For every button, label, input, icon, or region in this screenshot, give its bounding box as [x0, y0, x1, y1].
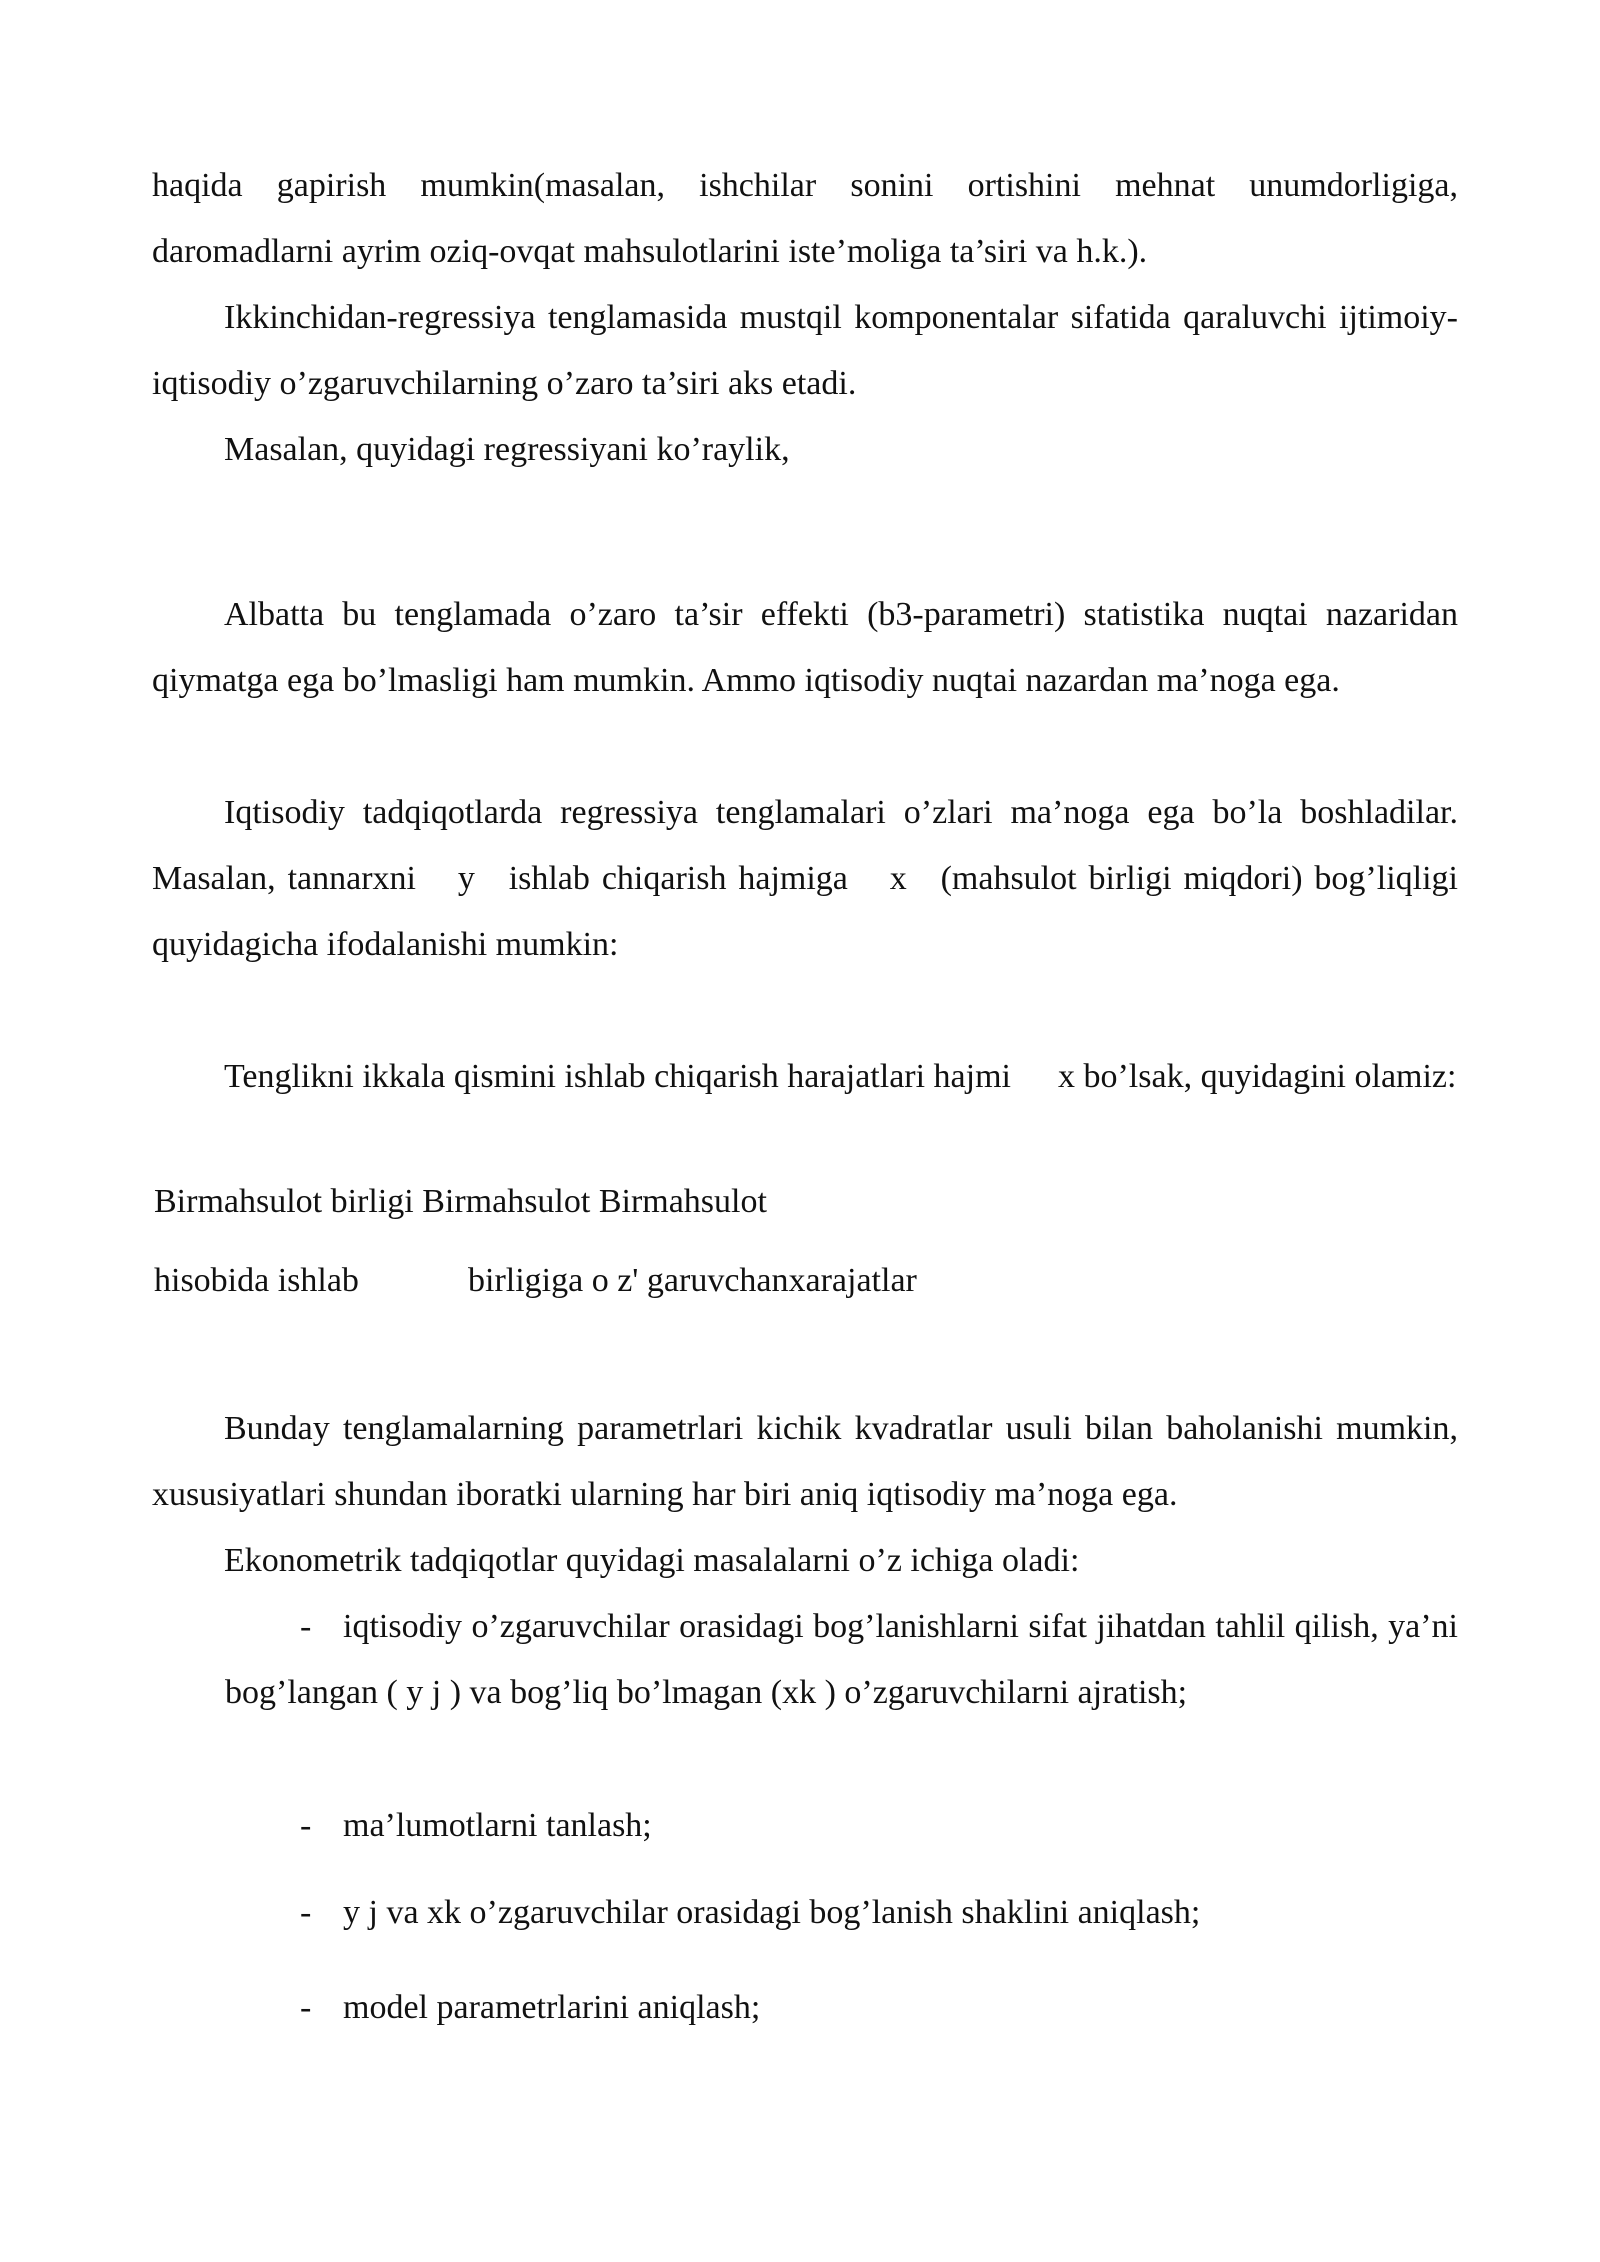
list-item-text: iqtisodiy o’zgaruvchilar orasidagi bog’lanishlarni sifat jihatdan tahlil qilish, ya’ni bog’langan ( y j ) va bog’liq bo’lmagan (xk ) o’zgaruvchilarni ajratish; [225, 1608, 1458, 1711]
paragraph-text: bo’lsak, quyidagini olamiz: [1083, 1058, 1457, 1095]
paragraph-example-intro: Masalan, quyidagi regressiyani ko’raylik, [224, 431, 790, 468]
list-item-text: ma’lumotlarni tanlash; [343, 1807, 652, 1844]
list-dash: - [300, 1894, 312, 1931]
paragraph-divide-both-sides [152, 1044, 1458, 1110]
formula-text-line-2b: birligiga o z' garuvchanxarajatlar [468, 1262, 917, 1299]
list-item-text: y j va xk o’zgaruvchilar orasidagi bog’lanish shaklini aniqlash; [343, 1894, 1201, 1931]
formula-text-line-2a: hisobida ishlab [154, 1262, 359, 1299]
paragraph-interaction-effect: Albatta bu tenglamada o’zaro ta’sir effekti (b3-parametri) statistika nuqtai nazaridan qiymatga ega bo’lmasligi ham mumkin. Ammo iqtisodiy nuqtai nazardan ma’noga ega. [152, 596, 1458, 699]
paragraph-tasks-intro: Ekonometrik tadqiqotlar quyidagi masalalarni o’z ichiga oladi: [224, 1542, 1080, 1579]
paragraph-text: Iqtisodiy tadqiqotlarda regressiya tenglamalari o’zlari ma’noga ega bo’la boshladilar. Masalan, tannarxni [152, 794, 1458, 897]
paragraph-cost-dependence [152, 780, 1458, 978]
paragraph-text: ishlab chiqarish hajmiga [508, 860, 848, 897]
paragraph-least-squares: Bunday tenglamalarning parametrlari kichik kvadratlar usuli bilan baholanishi mumkin, xususiyatlari shundan iboratki ularning har biri aniq iqtisodiy ma’noga ega. [152, 1410, 1458, 1513]
paragraph-second-point: Ikkinchidan-regressiya tenglamasida mustqil komponentalar sifatida qaraluvchi ijtimoiy-iqtisodiy o’zgaruvchilarning o’zaro ta’siri aks etadi. [152, 299, 1458, 402]
list-dash: - [300, 1807, 312, 1844]
list-item-text: model parametrlarini aniqlash; [343, 1989, 761, 2026]
paragraph-continuation: haqida gapirish mumkin(masalan, ishchilar sonini ortishini mehnat unumdorligiga, daromadlarni ayrim oziq-ovqat mahsulotlarini iste’moliga ta’siri va h.k.). [152, 167, 1458, 270]
paragraph-text: (mahsulot birligi miqdori) bog’liqligi quyidagicha ifodalanishi mumkin: [152, 860, 1458, 963]
list-item [225, 1594, 1458, 1726]
formula-text-line-1: Birmahsulot birligi Birmahsulot Birmahsulot [154, 1183, 767, 1220]
variable-y: y [457, 860, 475, 897]
list-dash: - [300, 1989, 312, 2026]
variable-x: x [1057, 1058, 1075, 1095]
variable-x: x [889, 860, 907, 897]
list-dash: - [300, 1608, 312, 1645]
paragraph-text: Tenglikni ikkala qismini ishlab chiqarish harajatlari hajmi [224, 1058, 1011, 1095]
